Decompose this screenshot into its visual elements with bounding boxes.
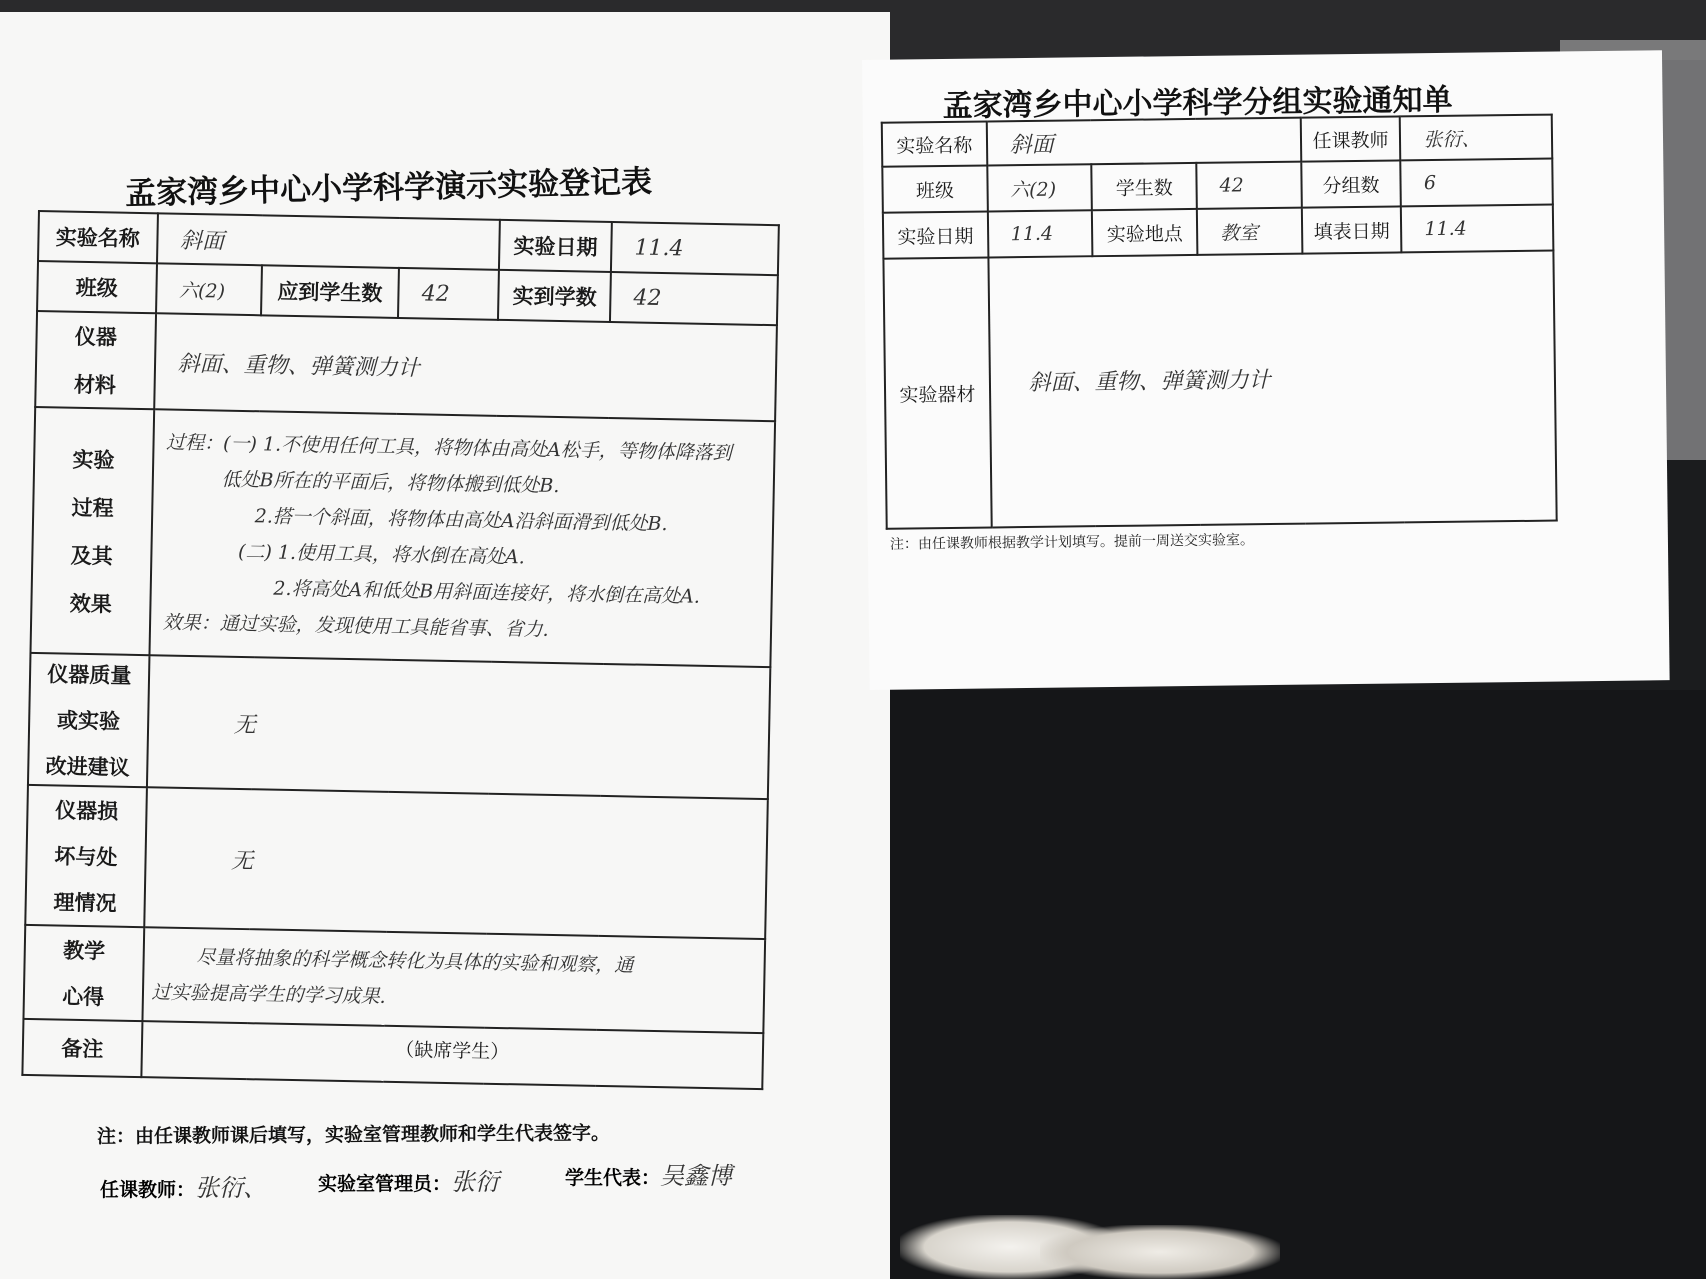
value-reflection [142, 927, 765, 1033]
label-expected-students: 应到学生数 [261, 265, 400, 318]
notice-title: 孟家湾乡中心小学科学分组实验通知单 [942, 82, 1453, 125]
process-line: 效果：通过实验，发现使用工具能省事、省力. [162, 611, 549, 641]
label-process-line: 效果 [69, 591, 112, 617]
label-damage-line: 理情况 [53, 890, 117, 916]
lab-manager-signature-label: 实验室管理员： [318, 1173, 452, 1195]
label-instruments [35, 311, 155, 409]
label-reflection-line: 心得 [61, 984, 105, 1010]
label-groups: 分组数 [1301, 160, 1401, 207]
register-note: 注：由任课教师课后填写，实验室管理教师和学生代表签字。 [96, 1122, 611, 1148]
process-line: 低处B所在的平面后，将物体搬到低处B. [221, 468, 560, 498]
teacher-signature-label: 任课教师： [100, 1179, 196, 1201]
label-damage [25, 785, 146, 927]
label-class: 班级 [882, 165, 987, 212]
register-table [21, 210, 779, 1090]
process-line: 过程：(一) 1.不使用任何工具，将物体由高处A松手，等物体降落到 [165, 431, 732, 465]
label-reflection-line: 教学 [62, 938, 106, 964]
label-process-line: 过程 [71, 495, 114, 521]
value-damage: 无 [144, 787, 768, 939]
value-class: 六(2) [156, 263, 262, 315]
label-experiment-name: 实验名称 [38, 211, 158, 263]
label-damage-line: 坏与处 [54, 844, 118, 870]
value-experiment-date: 11.4 [611, 222, 779, 275]
label-process-line: 实验 [72, 447, 115, 473]
value-experiment-name: 斜面 [157, 213, 501, 270]
label-instruments-line: 材料 [73, 372, 117, 398]
label-process-line: 及其 [70, 543, 113, 569]
label-remarks: 备注 [22, 1019, 142, 1077]
value-instruments: 斜面、重物、弹簧测力计 [154, 313, 777, 421]
register-title: 孟家湾乡中心小学科学演示实验登记表 [124, 164, 653, 212]
background-fluff [1040, 1225, 1280, 1279]
process-line: 2.将高处A和低处B用斜面连接好，将水倒在高处A. [273, 577, 701, 608]
value-class: 六(2) [987, 164, 1092, 211]
label-actual-students: 实到学数 [498, 270, 611, 322]
label-experiment-name: 实验名称 [882, 121, 987, 166]
background-dark-surface [860, 690, 1706, 1279]
student-rep-signature-label: 学生代表： [565, 1167, 661, 1189]
label-experiment-date: 实验日期 [883, 211, 988, 258]
student-rep-signature [565, 1156, 732, 1191]
label-fill-date: 填表日期 [1302, 206, 1402, 253]
label-class: 班级 [37, 261, 157, 313]
value-actual-students: 42 [610, 272, 778, 325]
label-damage-line: 仪器损 [55, 798, 119, 824]
notice-table [881, 114, 1558, 530]
lab-manager-signature-value: 张衍 [451, 1168, 500, 1196]
reflection-line: 尽量将抽象的科学概念转化为具体的实验和观察，通 [196, 946, 634, 977]
label-experiment-date: 实验日期 [499, 220, 612, 272]
label-quality-line: 或实验 [56, 708, 121, 734]
value-materials: 斜面、重物、弹簧测力计 [988, 251, 1557, 528]
group-experiment-notice-sheet [862, 50, 1670, 690]
label-materials: 实验器材 [883, 257, 991, 528]
value-experiment-name: 斜面 [986, 118, 1301, 166]
label-location: 实验地点 [1092, 209, 1197, 256]
label-quality-line: 仪器质量 [47, 662, 132, 688]
signature-row [100, 1162, 780, 1202]
teacher-signature-value: 张衍、 [195, 1174, 268, 1202]
label-quality [28, 653, 149, 787]
value-groups: 6 [1401, 159, 1553, 207]
label-process [30, 407, 153, 655]
notice-note: 注：由任课教师根据教学计划填写。提前一周送交实验室。 [889, 532, 1254, 553]
label-quality-line: 改进建议 [45, 754, 130, 780]
reflection-line: 过实验提高学生的学习成果. [151, 981, 386, 1008]
value-process [149, 409, 775, 667]
value-expected-students: 42 [398, 268, 499, 320]
label-instruments-line: 仪器 [74, 324, 118, 350]
label-students: 学生数 [1092, 163, 1197, 210]
value-location: 教室 [1197, 208, 1302, 255]
teacher-signature [100, 1168, 267, 1203]
value-fill-date: 11.4 [1401, 205, 1553, 253]
process-line: 2.搭一个斜面，将物体由高处A沿斜面滑到低处B. [254, 505, 668, 536]
value-experiment-date: 11.4 [987, 210, 1092, 257]
value-teacher: 张衍、 [1400, 115, 1552, 161]
value-students: 42 [1196, 162, 1301, 209]
student-rep-signature-value: 吴鑫博 [660, 1162, 733, 1190]
label-reflection [23, 925, 143, 1021]
demo-experiment-register-sheet [0, 12, 890, 1279]
process-line: (二) 1.使用工具，将水倒在高处A. [237, 540, 525, 569]
lab-manager-signature [318, 1162, 499, 1197]
value-quality: 无 [147, 655, 771, 799]
value-remarks: （缺席学生） [141, 1021, 763, 1089]
label-teacher: 任课教师 [1300, 116, 1400, 161]
